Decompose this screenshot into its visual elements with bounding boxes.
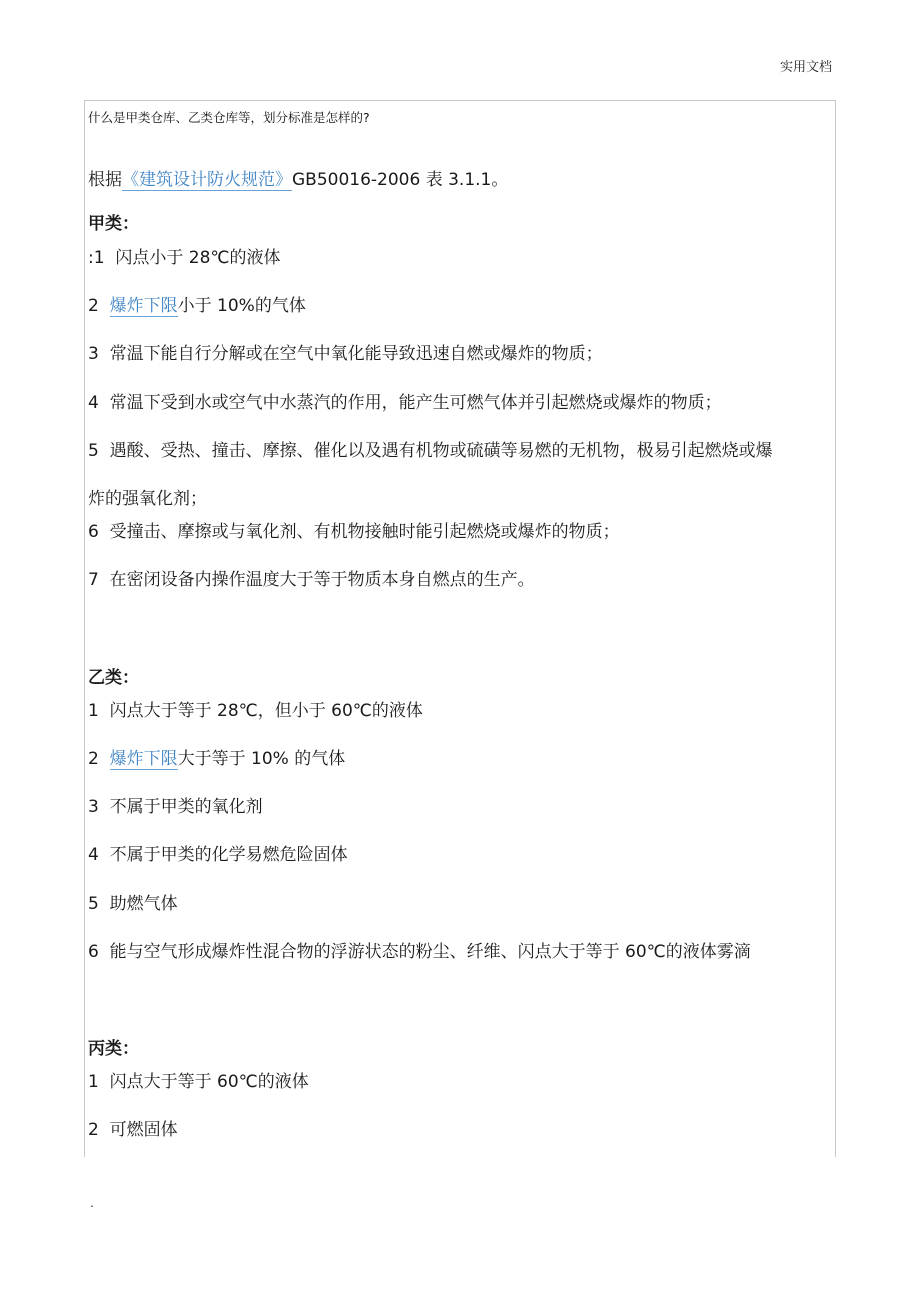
item-number: 5 <box>88 441 99 461</box>
item-text: 可燃固体 <box>109 1120 178 1140</box>
item-text: 常温下能自行分解或在空气中氧化能导致迅速自燃或爆炸的物质； <box>109 344 603 364</box>
item-number: 4 <box>88 845 99 865</box>
item-number: 5 <box>88 894 99 914</box>
class-c-item-1 <box>88 1070 309 1094</box>
class-b-heading: 乙类： <box>88 668 139 688</box>
class-c-item-2 <box>88 1118 178 1142</box>
class-b-item-4 <box>88 843 348 867</box>
item-text: 小于 10%的气体 <box>177 296 306 316</box>
item-text: 在密闭设备内操作温度大于等于物质本身自燃点的生产。 <box>109 570 535 590</box>
item-number: 1 <box>88 1072 99 1092</box>
item-text: 助燃气体 <box>109 894 178 914</box>
class-a-item-6 <box>88 520 620 544</box>
class-b-item-1 <box>88 699 423 723</box>
item-text: 受撞击、摩擦或与氧化剂、有机物接触时能引起燃烧或爆炸的物质； <box>109 522 620 542</box>
item-number: 4 <box>88 393 99 413</box>
question-text: 什么是甲类仓库、乙类仓库等，划分标准是怎样的? <box>88 110 370 125</box>
class-b-item-5 <box>88 892 178 916</box>
class-a-item-1 <box>88 246 281 270</box>
item-number: 6 <box>88 522 99 542</box>
item-text: 大于等于 10% 的气体 <box>177 749 346 769</box>
class-b-item-2 <box>88 747 345 771</box>
class-a-item-7 <box>88 568 535 592</box>
item-number: 2 <box>88 1120 99 1140</box>
item-number: 2 <box>88 296 99 316</box>
class-a-heading: 甲类： <box>88 214 139 234</box>
class-c-heading: 丙类： <box>88 1039 139 1059</box>
class-b-item-3 <box>88 795 263 819</box>
item-number: 1 <box>88 701 99 721</box>
item-text: 遇酸、受热、撞击、摩擦、催化以及遇有机物或硫磺等易燃的无机物，极易引起燃烧或爆 <box>109 441 773 461</box>
basis-suffix: GB50016-2006 表 3.1.1。 <box>292 170 509 190</box>
class-a-item-4 <box>88 391 722 415</box>
document-header-label: 实用文档 <box>779 60 832 75</box>
class-a-item-5-continuation: 炸的强氧化剂； <box>88 489 207 509</box>
code-link[interactable]: 《建筑设计防火规范》 <box>122 170 292 190</box>
item-number: 3 <box>88 344 99 364</box>
item-text: 能与空气形成爆炸性混合物的浮游状态的粉尘、纤维、闪点大于等于 60℃的液体雾滴 <box>109 942 751 962</box>
item-number: 7 <box>88 570 99 590</box>
basis-prefix: 根据 <box>88 170 122 190</box>
item-number: 3 <box>88 797 99 817</box>
item-text: 闪点小于 28℃的液体 <box>115 248 281 268</box>
explosion-limit-link[interactable]: 爆炸下限 <box>109 296 178 316</box>
basis-line <box>88 168 508 192</box>
class-a-item-2 <box>88 294 306 318</box>
class-a-item-3 <box>88 342 603 366</box>
explosion-limit-link[interactable]: 爆炸下限 <box>109 749 178 769</box>
item-number: :1 <box>88 248 105 268</box>
item-text: 不属于甲类的氧化剂 <box>109 797 263 817</box>
item-text: 不属于甲类的化学易燃危险固体 <box>109 845 348 865</box>
item-text: 闪点大于等于 28℃，但小于 60℃的液体 <box>109 701 423 721</box>
footer-mark: . <box>90 1196 94 1210</box>
class-a-item-5 <box>88 439 773 463</box>
item-number: 2 <box>88 749 99 769</box>
item-text: 闪点大于等于 60℃的液体 <box>109 1072 309 1092</box>
class-b-item-6 <box>88 940 751 964</box>
item-number: 6 <box>88 942 99 962</box>
item-text: 常温下受到水或空气中水蒸汽的作用，能产生可燃气体并引起燃烧或爆炸的物质； <box>109 393 722 413</box>
